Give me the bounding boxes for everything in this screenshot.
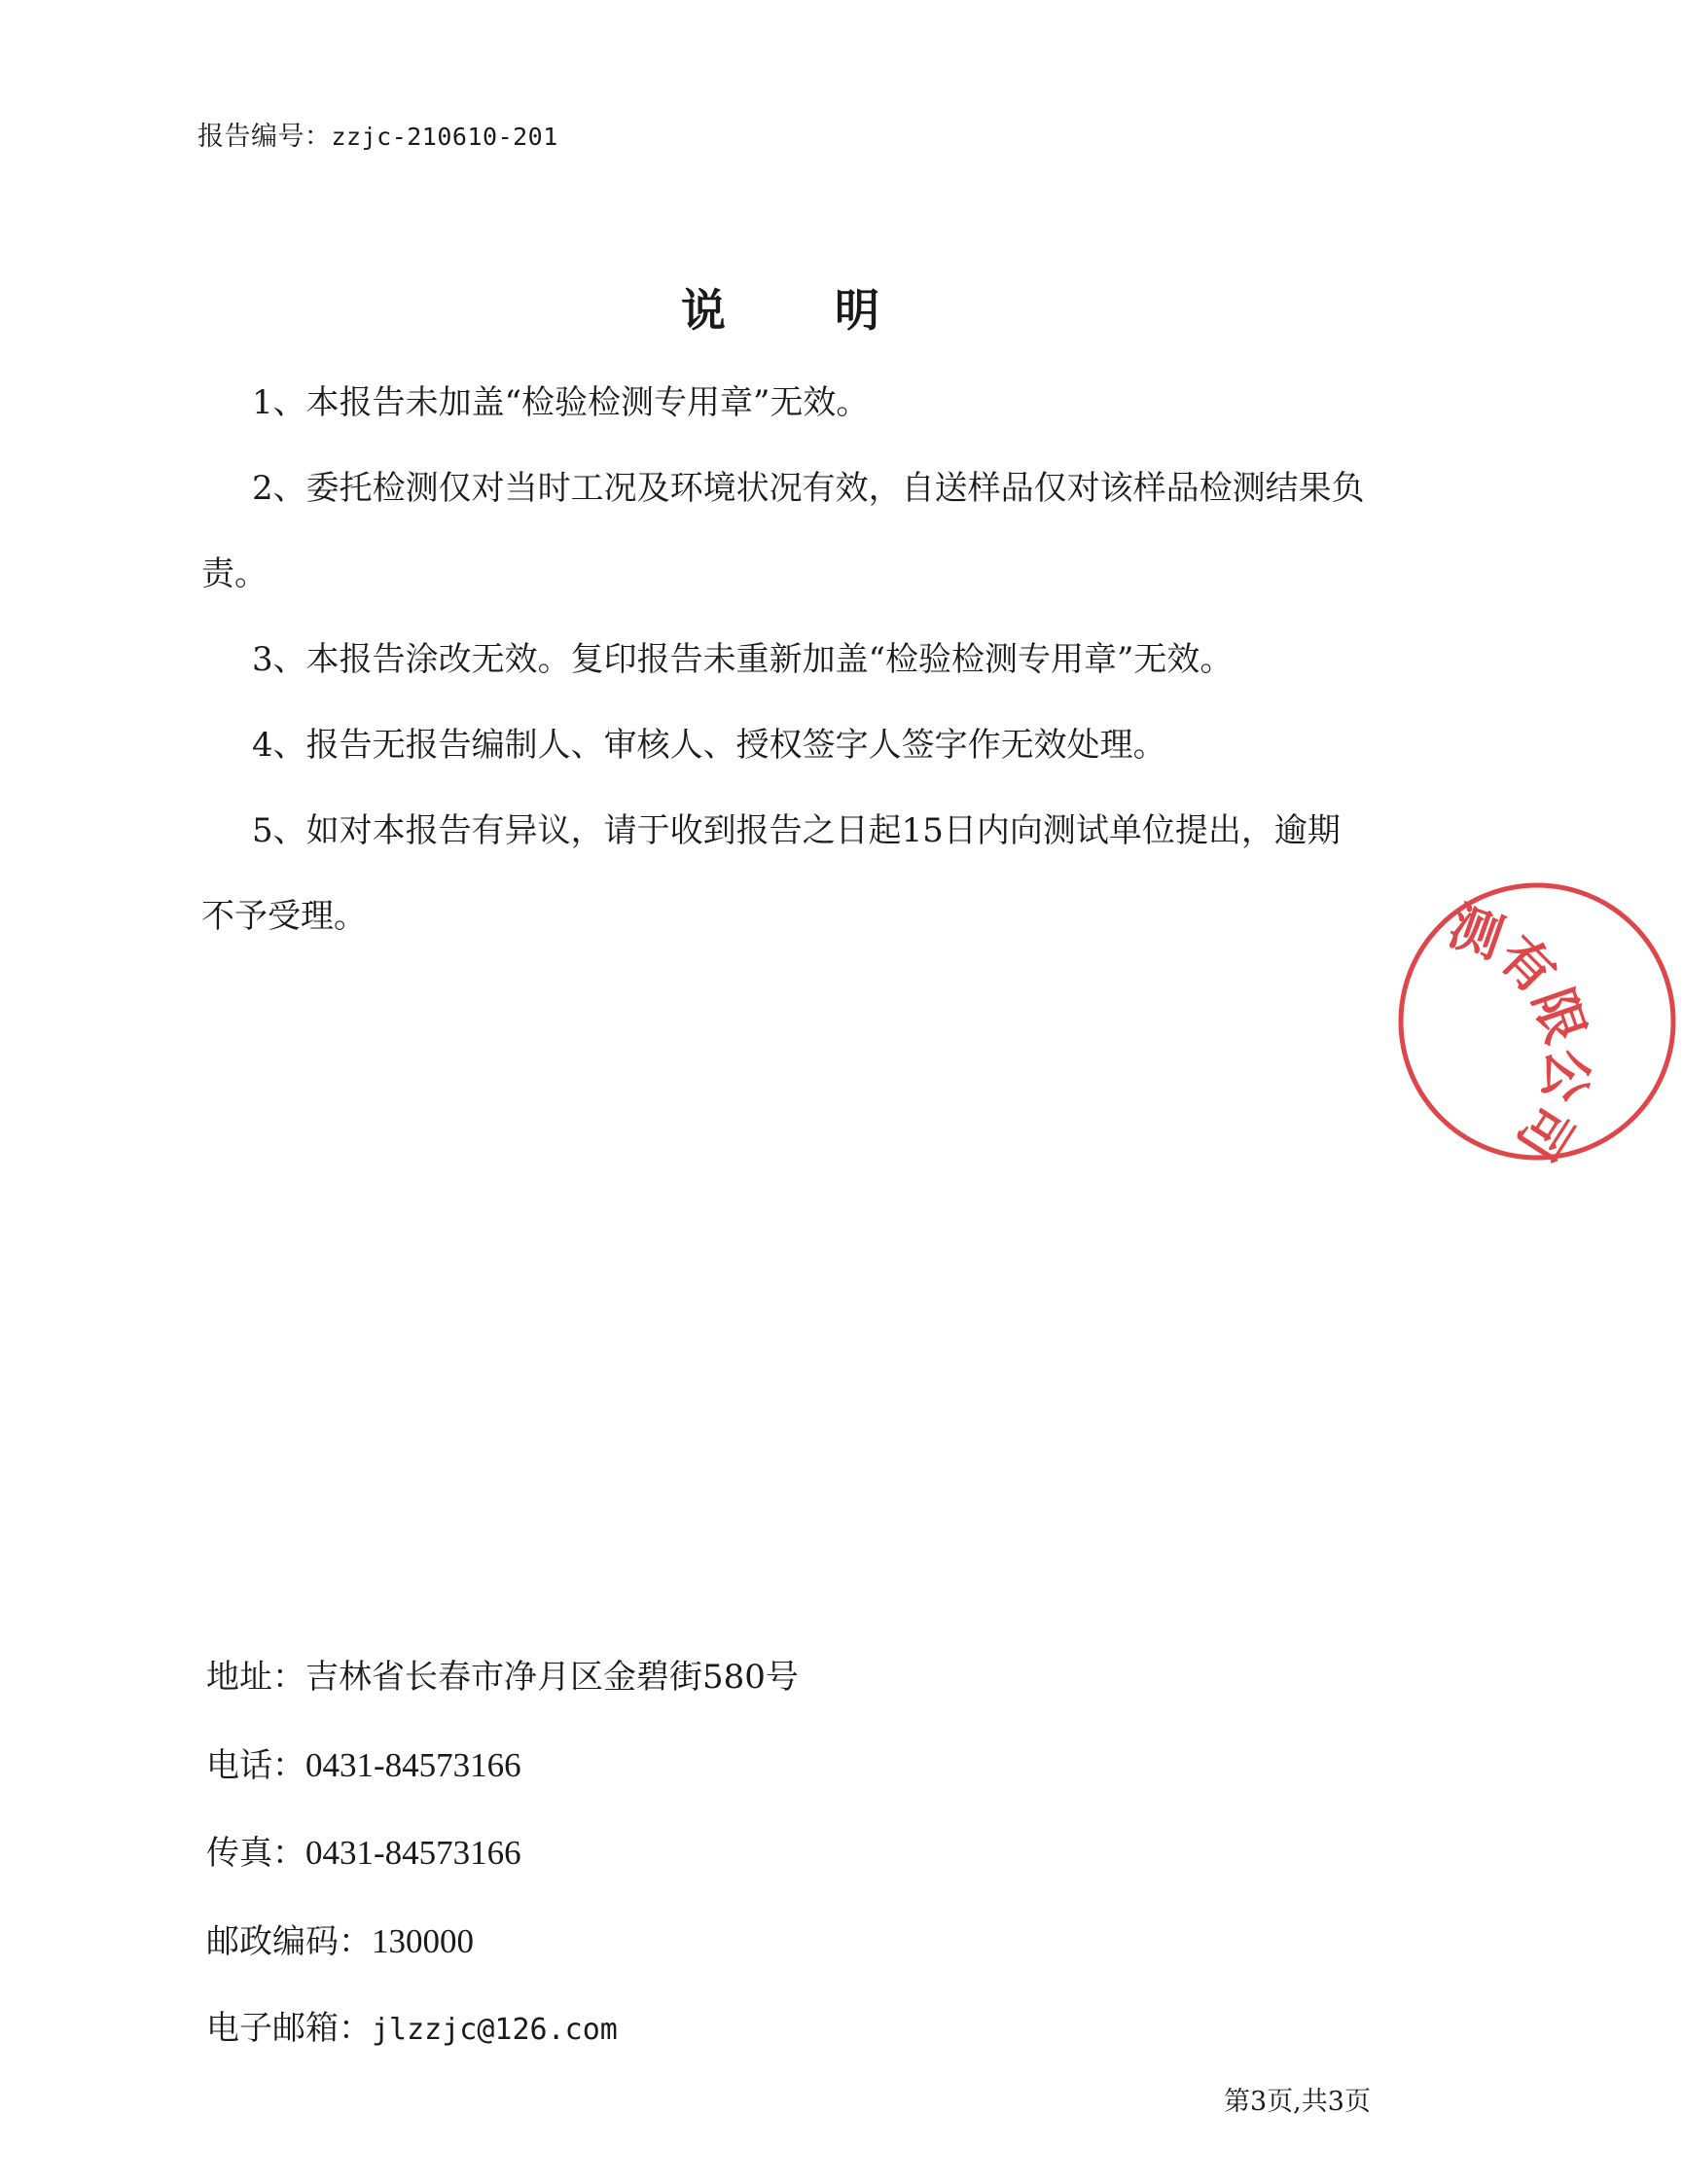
page-number: 第3页,共3页: [1224, 2087, 1371, 2117]
postcode-row: [206, 1898, 799, 1987]
email-value: jlzzjc@126.com: [372, 2013, 618, 2047]
note-item: 5、如对本报告有异议，请于收到报告之日起15日内向测试单位提出，逾期不予受理。: [201, 811, 1341, 936]
seal-text: 测有限公司: [1441, 893, 1600, 1167]
email-label: 电子邮箱：: [206, 2009, 372, 2048]
phone-label: 电话：: [206, 1745, 305, 1785]
email-row: [206, 1986, 799, 2074]
address-label: 地址：: [206, 1658, 305, 1697]
phone-row: [206, 1722, 799, 1810]
postcode-value: 130000: [372, 1921, 474, 1960]
fax-label: 传真：: [206, 1834, 305, 1873]
notes-list: [201, 360, 1369, 959]
fax-value: 0431-84573166: [305, 1834, 521, 1872]
address-row: [206, 1634, 799, 1722]
note-item: 4、报告无报告编制人、审核人、授权签字人签字作无效处理。: [252, 726, 1166, 765]
note-item: 1、本报告未加盖“检验检测专用章”无效。: [252, 383, 870, 422]
address-value: 吉林省长春市净月区金碧街580号: [305, 1658, 799, 1697]
postcode-label: 邮政编码：: [206, 1921, 372, 1961]
page-title: 说明: [681, 284, 988, 337]
note-item: 3、本报告涂改无效。复印报告未重新加盖“检验检测专用章”无效。: [252, 640, 1234, 679]
report-number-value: zzjc-210610-201: [331, 123, 558, 151]
fax-row: [206, 1809, 799, 1898]
phone-value: 0431-84573166: [305, 1745, 521, 1784]
note-item: 2、委托检测仅对当时工况及环境状况有效，自送样品仅对该样品检测结果负责。: [201, 469, 1365, 593]
report-number-label: 报告编号：: [197, 122, 332, 152]
report-number: [197, 115, 558, 153]
contact-info: [206, 1634, 799, 2074]
company-seal-stamp: [1391, 876, 1683, 1167]
